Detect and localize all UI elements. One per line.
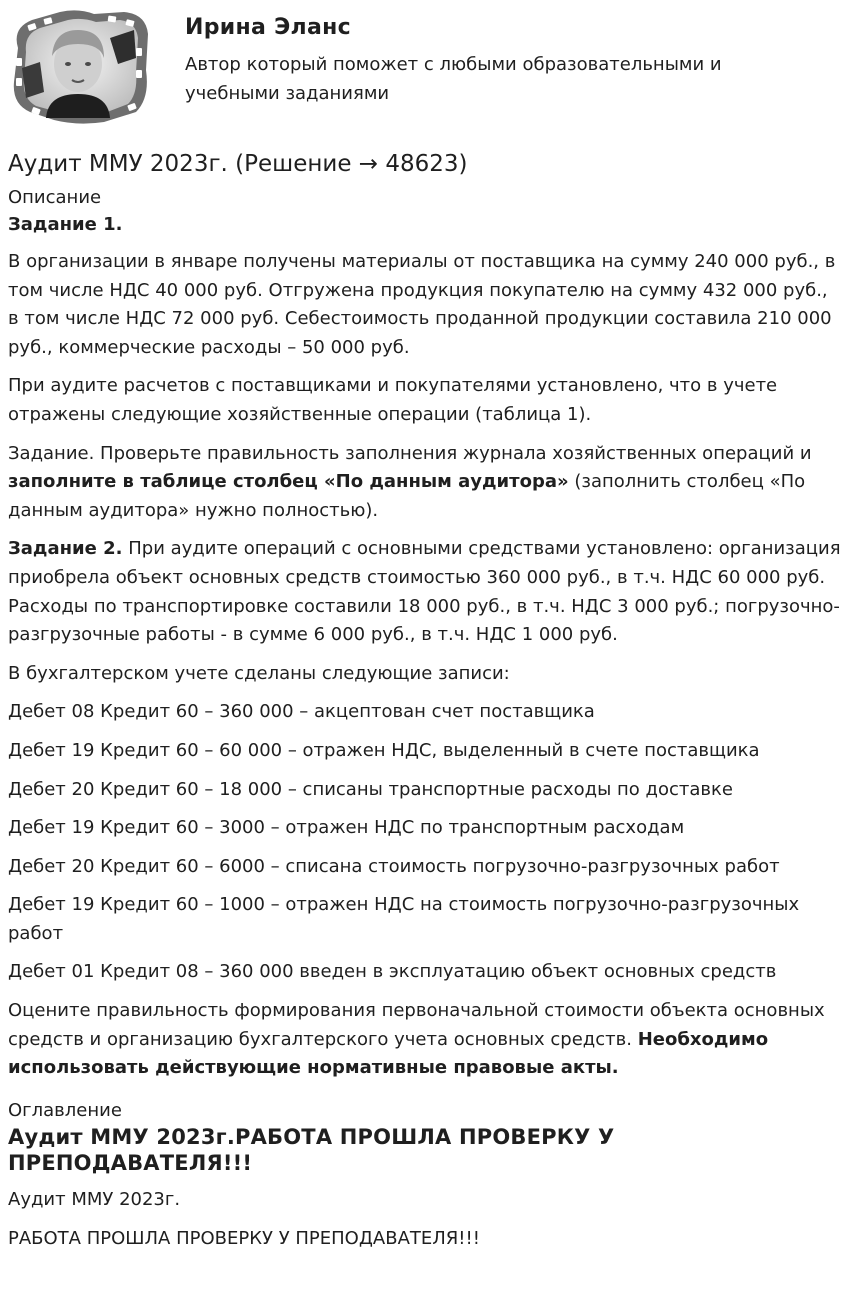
author-name[interactable]: Ирина Эланс bbox=[185, 15, 351, 40]
task1-p3-bold: заполните в таблице столбец «По данным аудитора» bbox=[8, 471, 569, 493]
author-card bbox=[8, 8, 838, 128]
task2-paragraph bbox=[8, 535, 842, 649]
author-avatar bbox=[8, 8, 152, 126]
task1-paragraph-3 bbox=[8, 440, 842, 526]
evaluate-bold: Необходимо использовать действующие нормативные правовые акты. bbox=[8, 1028, 769, 1079]
entry-2: Дебет 19 Кредит 60 – 60 000 – отражен НДС, выделенный в счете поставщика bbox=[8, 739, 760, 761]
evaluate-paragraph bbox=[8, 997, 842, 1083]
author-description: Автор который поможет с любыми образовательными и учебными заданиями bbox=[185, 54, 722, 104]
task1-p3-end: (заполнить столбец «По данным аудитора» нужно полностью). bbox=[8, 471, 806, 521]
task1-paragraph-1: В организации в январе получены материалы от поставщика на сумму 240 000 руб., в том числе НДС 40 000 руб. Отгружена продукция покупателю на сумму 432 000 руб., в том числе НДС 72 000 руб. Себестоимость проданной продукции составила 210 000 руб., коммерческие расходы – 50 000 руб. bbox=[8, 251, 836, 358]
task2-heading: Задание 2. bbox=[8, 538, 123, 560]
page-title: Аудит ММУ 2023г. (Решение → 48623) bbox=[8, 151, 468, 177]
entry-5: Дебет 20 Кредит 60 – 6000 – списана стоимость погрузочно-разгрузочных работ bbox=[8, 855, 780, 877]
toc-paragraph-1: Аудит ММУ 2023г. bbox=[8, 1188, 181, 1210]
entry-7: Дебет 01 Кредит 08 – 360 000 введен в эксплуатацию объект основных средств bbox=[8, 961, 777, 983]
entry-6: Дебет 19 Кредит 60 – 1000 – отражен НДС на стоимость погрузочно-разгрузочных работ bbox=[8, 894, 800, 944]
description-label: Описание bbox=[8, 187, 102, 208]
entries-intro: В бухгалтерском учете сделаны следующие записи: bbox=[8, 662, 510, 684]
task2-text: При аудите операций с основными средствами установлено: организация приобрела объект основных средств стоимостью 360 000 руб., в т.ч. НДС 60 000 руб. Расходы по транспортировке составили 18 000 руб., в т.ч. НДС 3 000 руб.; погрузочно-разгрузочные работы - в сумме 6 000 руб., в т.ч. НДС 1 000 руб. bbox=[8, 538, 841, 646]
entry-1: Дебет 08 Кредит 60 – 360 000 – акцептован счет поставщика bbox=[8, 701, 595, 723]
toc-heading: Аудит ММУ 2023г.РАБОТА ПРОШЛА ПРОВЕРКУ У ПРЕПОДАВАТЕЛЯ!!! bbox=[8, 1124, 615, 1175]
task1-paragraph-2: При аудите расчетов с поставщиками и покупателями установлено, что в учете отражены следующие хозяйственные операции (таблица 1). bbox=[8, 375, 778, 425]
entry-3: Дебет 20 Кредит 60 – 18 000 – списаны транспортные расходы по доставке bbox=[8, 778, 733, 800]
main-content bbox=[8, 148, 842, 1264]
evaluate-text: Оцените правильность формирования первоначальной стоимости объекта основных средств и организацию бухгалтерского учета основных средств. bbox=[8, 1000, 825, 1050]
toc-label: Оглавление bbox=[8, 1099, 122, 1121]
task1-heading: Задание 1. bbox=[8, 214, 123, 235]
toc-paragraph-2: РАБОТА ПРОШЛА ПРОВЕРКУ У ПРЕПОДАВАТЕЛЯ!!! bbox=[8, 1227, 480, 1249]
task1-p3-start: Задание. Проверьте правильность заполнения журнала хозяйственных операций и bbox=[8, 442, 812, 464]
entry-4: Дебет 19 Кредит 60 – 3000 – отражен НДС по транспортным расходам bbox=[8, 817, 685, 839]
